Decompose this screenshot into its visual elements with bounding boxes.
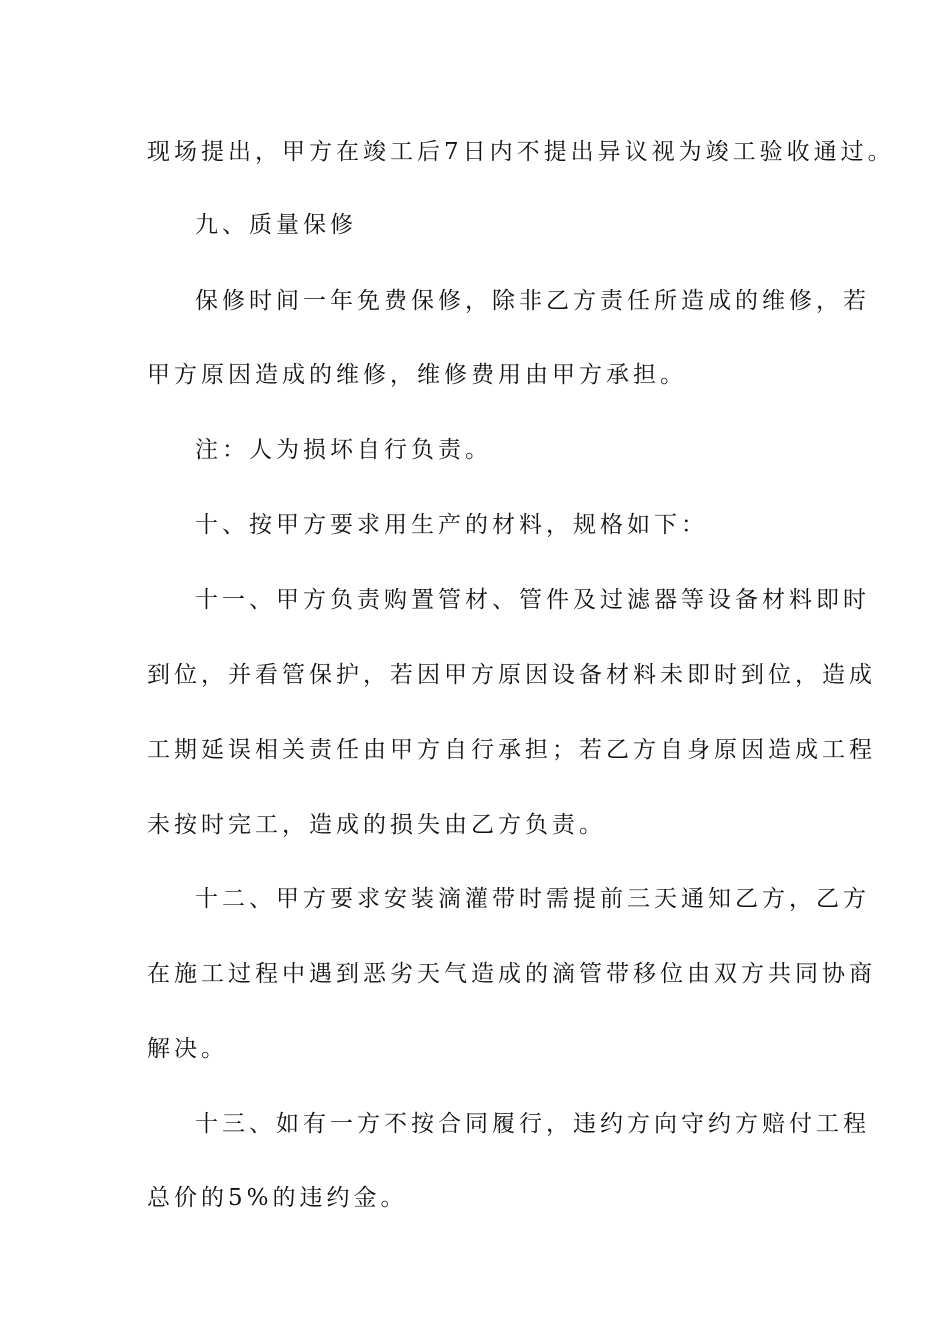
text-line-1: 现场提出，甲方在竣工后7日内不提出异议视为竣工验收通过。 <box>147 139 895 165</box>
text-line-8: 到位，并看管保护，若因甲方原因设备材料未即时到位，造成 <box>147 662 876 688</box>
text-line-10: 未按时完工，造成的损失由乙方负责。 <box>147 812 606 838</box>
text-line-14: 十三、如有一方不按合同履行，违约方向守约方赔付工程 <box>195 1111 870 1137</box>
note-line: 注：人为损坏自行负责。 <box>195 437 492 463</box>
text-line-15: 总价的5%的违约金。 <box>147 1185 408 1211</box>
text-line-3: 保修时间一年免费保修，除非乙方责任所造成的维修，若 <box>195 288 870 314</box>
text-line-11: 十二、甲方要求安装滴灌带时需提前三天通知乙方，乙方 <box>195 886 870 912</box>
section-heading-10: 十、按甲方要求用生产的材料，规格如下： <box>195 512 708 538</box>
text-line-12: 在施工过程中遇到恶劣天气造成的滴管带移位由双方共同协商 <box>147 961 876 987</box>
section-heading-9: 九、质量保修 <box>195 212 357 238</box>
text-line-13: 解决。 <box>147 1036 228 1062</box>
text-line-4: 甲方原因造成的维修，维修费用由甲方承担。 <box>147 362 687 388</box>
text-line-9: 工期延误相关责任由甲方自行承担；若乙方自身原因造成工程 <box>147 737 876 763</box>
text-line-7: 十一、甲方负责购置管材、管件及过滤器等设备材料即时 <box>195 587 870 613</box>
